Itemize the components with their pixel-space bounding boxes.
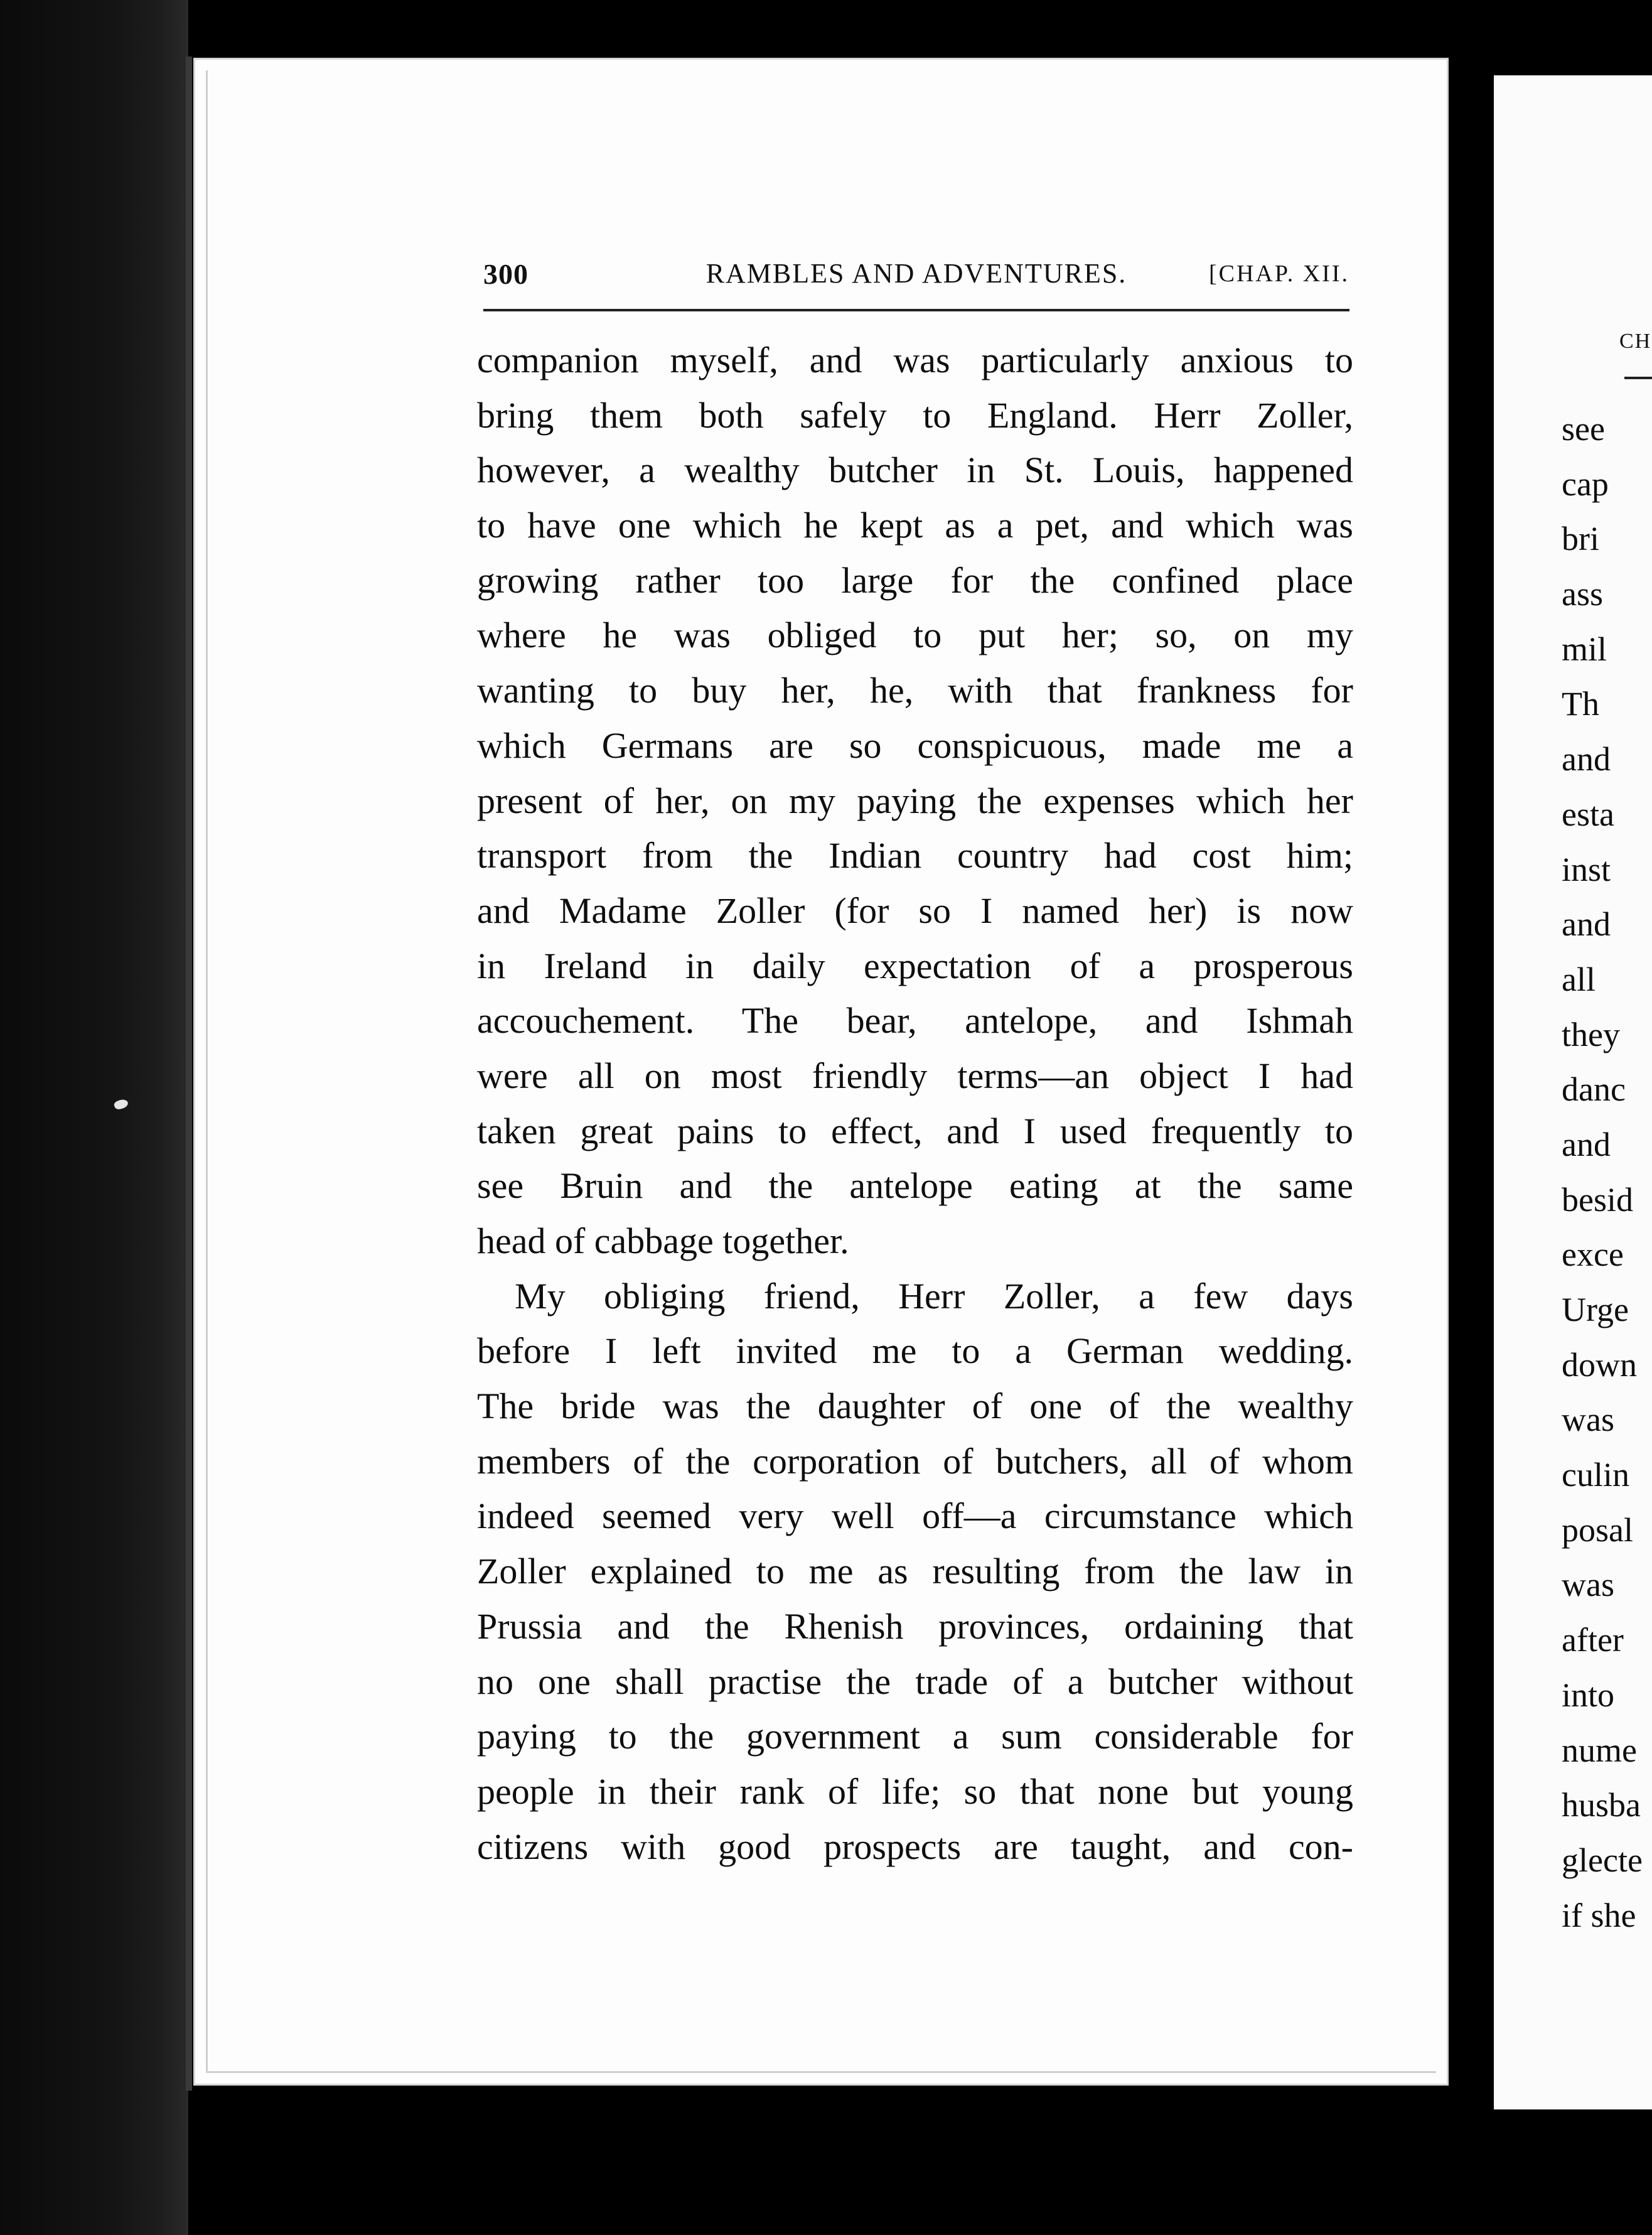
text-line: Zoller explained to me as resulting from the law in <box>477 1551 1353 1592</box>
right-page-line-fragment: bri <box>1562 520 1599 558</box>
text-line: which Germans are so conspicuous, made me a <box>477 724 1353 766</box>
right-page-line-fragment: Th <box>1562 685 1599 723</box>
running-title: RAMBLES AND ADVENTURES. <box>705 258 1127 289</box>
text-line: head of cabbage together. <box>477 1220 849 1261</box>
right-page-fragment <box>1494 75 1652 2109</box>
right-page-line-fragment: nume <box>1562 1731 1637 1769</box>
right-page-line-fragment: down <box>1562 1345 1637 1384</box>
text-line: present of her, on my paying the expenses which her <box>477 780 1353 821</box>
gutter <box>1449 0 1494 2235</box>
text-line: to have one which he kept as a pet, and which was <box>477 505 1353 546</box>
right-page-line-fragment: inst <box>1562 850 1611 888</box>
text-line: My obliging friend, Herr Zoller, a few days <box>515 1275 1353 1317</box>
text-line: see Bruin and the antelope eating at the same <box>477 1165 1353 1207</box>
right-page-line-fragment: Urge <box>1562 1291 1629 1328</box>
book-edge-line <box>186 57 192 2091</box>
right-page-line-fragment: danc <box>1562 1070 1626 1109</box>
right-page-rule <box>1624 377 1652 379</box>
right-page-line-fragment: and <box>1562 740 1611 778</box>
text-line: bring them both safely to England. Herr Zoller, <box>477 394 1353 436</box>
header-rule <box>483 309 1349 311</box>
text-line: in Ireland in daily expectation of a prosperous <box>477 945 1353 986</box>
right-page-line-fragment: besid <box>1562 1180 1633 1219</box>
right-page-line-fragment: and <box>1562 1125 1611 1163</box>
right-page-line-fragment: all <box>1562 960 1596 998</box>
text-line: growing rather too large for the confined place <box>477 559 1353 601</box>
right-page-line-fragment: posal <box>1562 1511 1633 1549</box>
right-page-line-fragment: culin <box>1562 1456 1629 1494</box>
text-line: The bride was the daughter of one of the wealthy <box>477 1386 1353 1427</box>
text-line: no one shall practise the trade of a butcher without <box>477 1661 1353 1702</box>
right-page-line-fragment: ass <box>1562 575 1603 613</box>
text-line: wanting to buy her, he, with that frankness for <box>477 670 1353 711</box>
right-page-line-fragment: if she <box>1562 1896 1636 1934</box>
text-line: before I left invited me to a German wedding. <box>477 1330 1353 1372</box>
text-line: transport from the Indian country had cost him; <box>477 835 1353 876</box>
text-line: however, a wealthy butcher in St. Louis, happened <box>477 450 1353 491</box>
text-line: and Madame Zoller (for so I named her) is now <box>477 890 1353 931</box>
text-line: indeed seemed very well off—a circumstance which <box>477 1495 1353 1537</box>
text-line: paying to the government a sum considerable for <box>477 1716 1353 1757</box>
right-page-line-fragment: esta <box>1562 795 1614 833</box>
right-page-line-fragment: husba <box>1562 1786 1641 1824</box>
right-page-line-fragment: glecte <box>1562 1841 1643 1879</box>
page-number: 300 <box>483 258 528 290</box>
text-line: citizens with good prospects are taught, and con- <box>477 1826 1353 1867</box>
text-line: people in their rank of life; so that none but young <box>477 1770 1353 1812</box>
right-page-line-fragment: was <box>1562 1401 1614 1439</box>
text-line: were all on most friendly terms—an object I had <box>477 1055 1353 1096</box>
book-edge-shadow <box>0 0 188 2235</box>
right-page-line-fragment: cap <box>1562 465 1609 503</box>
right-page-header-fragment: CH <box>1619 330 1652 353</box>
body-text <box>477 333 1353 1874</box>
right-page-line-fragment: they <box>1562 1015 1620 1053</box>
chapter-reference: [CHAP. XII. <box>1208 261 1349 287</box>
text-line: members of the corporation of butchers, all of whom <box>477 1440 1353 1482</box>
text-line: accouchement. The bear, antelope, and Ishmah <box>477 1000 1353 1042</box>
text-line: where he was obliged to put her; so, on my <box>477 615 1353 656</box>
right-page-text <box>1562 402 1652 1943</box>
right-page-line-fragment: exce <box>1562 1236 1624 1274</box>
right-page-line-fragment: see <box>1562 410 1605 448</box>
right-page-line-fragment: mil <box>1562 630 1607 668</box>
right-page-line-fragment: into <box>1562 1676 1615 1714</box>
text-line: taken great pains to effect, and I used frequently to <box>477 1110 1353 1151</box>
text-line: Prussia and the Rhenish provinces, ordaining that <box>477 1605 1353 1647</box>
right-page-line-fragment: was <box>1562 1566 1614 1604</box>
right-page-line-fragment: after <box>1562 1621 1624 1659</box>
text-line: companion myself, and was particularly anxious to <box>477 340 1353 380</box>
page-header <box>483 251 1349 308</box>
right-page-line-fragment: and <box>1562 905 1611 944</box>
